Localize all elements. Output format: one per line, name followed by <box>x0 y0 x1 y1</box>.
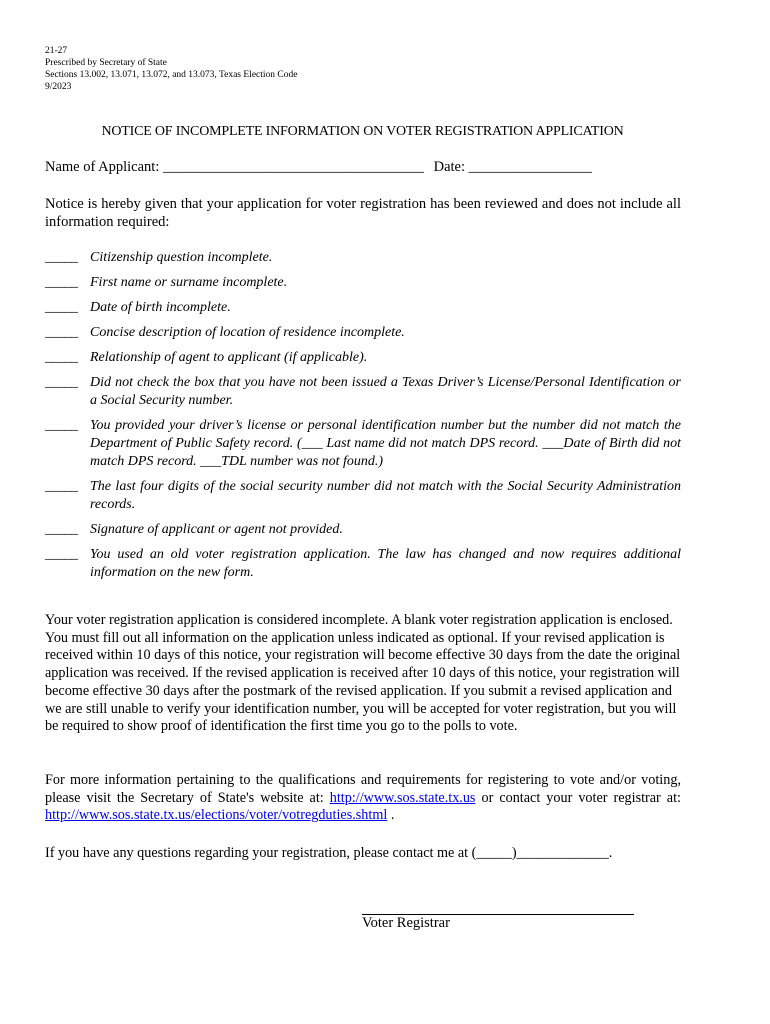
checkbox-blank[interactable]: _____ <box>45 300 78 315</box>
checklist-item-text: Concise description of location of residence incomplete. <box>90 325 405 340</box>
deficiency-checklist <box>45 249 681 589</box>
document-title <box>0 124 725 140</box>
applicant-name-field[interactable]: Name of Applicant: ____________________________________ <box>45 159 424 175</box>
checklist-item-text: Citizenship question incomplete. <box>90 250 273 265</box>
applicant-line <box>45 159 685 176</box>
checklist-item-text: You provided your driver’s license or personal identification number but the number did not match the Department of Public Safety record. (___ Last name did not match DPS record. ___Date of Birth did not match DPS record. ___TDL number was not found.) <box>90 418 681 469</box>
checklist-item-old-form <box>45 546 681 582</box>
registrar-duties-link[interactable]: http://www.sos.state.tx.us/elections/voter/votregduties.shtml <box>45 807 388 824</box>
signature-label: Voter Registrar <box>362 915 450 931</box>
checklist-item-residence <box>45 324 681 342</box>
prescribed-by: Prescribed by Secretary of State <box>45 58 167 68</box>
checkbox-blank[interactable]: _____ <box>45 547 78 562</box>
checklist-item-text: Did not check the box that you have not been issued a Texas Driver’s License/Personal Identification or a Social Security number. <box>90 375 681 408</box>
checklist-item-agent <box>45 349 681 367</box>
form-header <box>45 45 297 93</box>
checklist-item-dps-mismatch <box>45 417 681 471</box>
checklist-item-name <box>45 274 681 292</box>
checklist-item-text: Signature of applicant or agent not provided. <box>90 522 343 537</box>
checklist-item-text: Relationship of agent to applicant (if applicable). <box>90 350 368 365</box>
checklist-item-signature <box>45 521 681 539</box>
more-info-text-middle: or contact your voter registrar at: <box>475 789 681 806</box>
checklist-item-ssn-mismatch <box>45 478 681 514</box>
checkbox-blank[interactable]: _____ <box>45 479 78 494</box>
checkbox-blank[interactable]: _____ <box>45 325 78 340</box>
contact-paragraph: If you have any questions regarding your registration, please contact me at (_____)_____________. <box>45 845 613 861</box>
checklist-item-birthdate <box>45 299 681 317</box>
document-title-text: NOTICE OF INCOMPLETE INFORMATION ON VOTER REGISTRATION APPLICATION <box>101 124 624 139</box>
incomplete-explanation-paragraph: Your voter registration application is considered incomplete. A blank voter registration application is enclosed. You must fill out all information on the application unless indicated as optional. If your revised application is received within 10 days of this notice, your registration will become effective 30 days from the date the original application was received. If the revised application is received after 10 days of this notice, your registration will become effective 30 days after the postmark of the revised application. If you submit a revised application and we are still unable to verify your identification number, you will be accepted for voter registration, but you will be required to show proof of identification the first time you go to the polls to vote. <box>45 612 681 735</box>
checkbox-blank[interactable]: _____ <box>45 375 78 390</box>
code-sections: Sections 13.002, 13.071, 13.072, and 13.073, Texas Election Code <box>45 70 298 80</box>
checklist-item-text: The last four digits of the social security number did not match with the Social Security Administration records. <box>90 479 681 512</box>
checkbox-blank[interactable]: _____ <box>45 275 78 290</box>
more-info-text: For more information pertaining to the qualifications and requirements for registering to vote and/or voting, please visit the Secretary of State's website at: <box>45 772 681 806</box>
checklist-item-text: You used an old voter registration application. The law has changed and now requires additional information on the new form. <box>90 547 681 580</box>
intro-paragraph: Notice is hereby given that your application for voter registration has been reviewed and does not include all information required: <box>45 196 681 230</box>
form-number: 21-27 <box>45 46 68 56</box>
checkbox-blank[interactable]: _____ <box>45 522 78 537</box>
checklist-item-id-box <box>45 374 681 410</box>
sos-website-link[interactable]: http://www.sos.state.tx.us <box>329 789 476 806</box>
more-info-text-end: . <box>387 807 395 824</box>
checkbox-blank[interactable]: _____ <box>45 250 78 265</box>
applicant-date-field[interactable]: Date: _________________ <box>433 159 592 175</box>
checklist-item-text: First name or surname incomplete. <box>90 275 288 290</box>
checklist-item-citizenship <box>45 249 681 267</box>
checkbox-blank[interactable]: _____ <box>45 418 78 433</box>
more-info-paragraph <box>45 772 681 825</box>
checkbox-blank[interactable]: _____ <box>45 350 78 365</box>
form-date: 9/2023 <box>45 82 72 92</box>
checklist-item-text: Date of birth incomplete. <box>90 300 231 315</box>
